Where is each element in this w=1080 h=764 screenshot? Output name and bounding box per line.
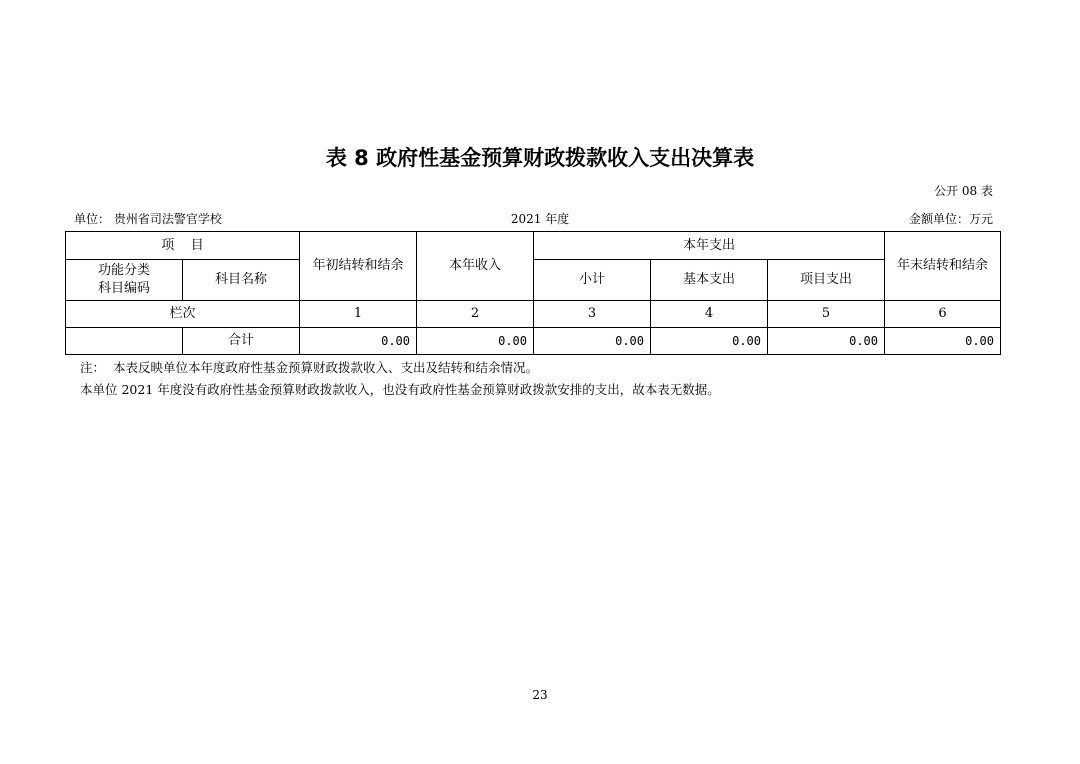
total-row-label: 合计 [183,328,300,355]
column-row-label: 栏次 [66,301,300,328]
header-function-code: 功能分类 科目编码 [66,260,183,301]
budget-table [65,231,1001,355]
header-subject-name: 科目名称 [183,260,300,301]
column-number: 3 [534,301,651,328]
unit-label: 单位： 贵州省司法警官学校 [74,212,222,226]
header-subtotal: 小计 [534,260,651,301]
fiscal-year: 2021 年度 [510,212,570,226]
total-value: 0.00 [885,328,1001,355]
column-number: 6 [885,301,1001,328]
form-code: 公开 08 表 [934,184,993,198]
page-number: 23 [532,688,548,702]
note-line: 本单位 2021 年度没有政府性基金预算财政拨款收入，也没有政府性基金预算财政拨款安排的支出，故本表无数据。 [80,382,720,397]
column-number: 4 [651,301,768,328]
note-line: 注： 本表反映单位本年度政府性基金预算财政拨款收入、支出及结转和结余情况。 [80,360,538,375]
header-basic-expenditure: 基本支出 [651,260,768,301]
money-unit: 金额单位：万元 [908,212,993,226]
total-value: 0.00 [534,328,651,355]
total-value: 0.00 [300,328,417,355]
header-project-expenditure: 项目支出 [768,260,885,301]
page-title: 表 8 政府性基金预算财政拨款收入支出决算表 [325,146,755,170]
column-number: 1 [300,301,417,328]
header-expenditure: 本年支出 [534,232,885,260]
column-number: 2 [417,301,534,328]
header-opening-balance: 年初结转和结余 [300,232,417,301]
total-row-blank [66,328,183,355]
total-value: 0.00 [651,328,768,355]
total-value: 0.00 [417,328,534,355]
header-closing-balance: 年末结转和结余 [885,232,1001,301]
header-item: 项 目 [66,232,300,260]
total-value: 0.00 [768,328,885,355]
column-number: 5 [768,301,885,328]
header-income: 本年收入 [417,232,534,301]
